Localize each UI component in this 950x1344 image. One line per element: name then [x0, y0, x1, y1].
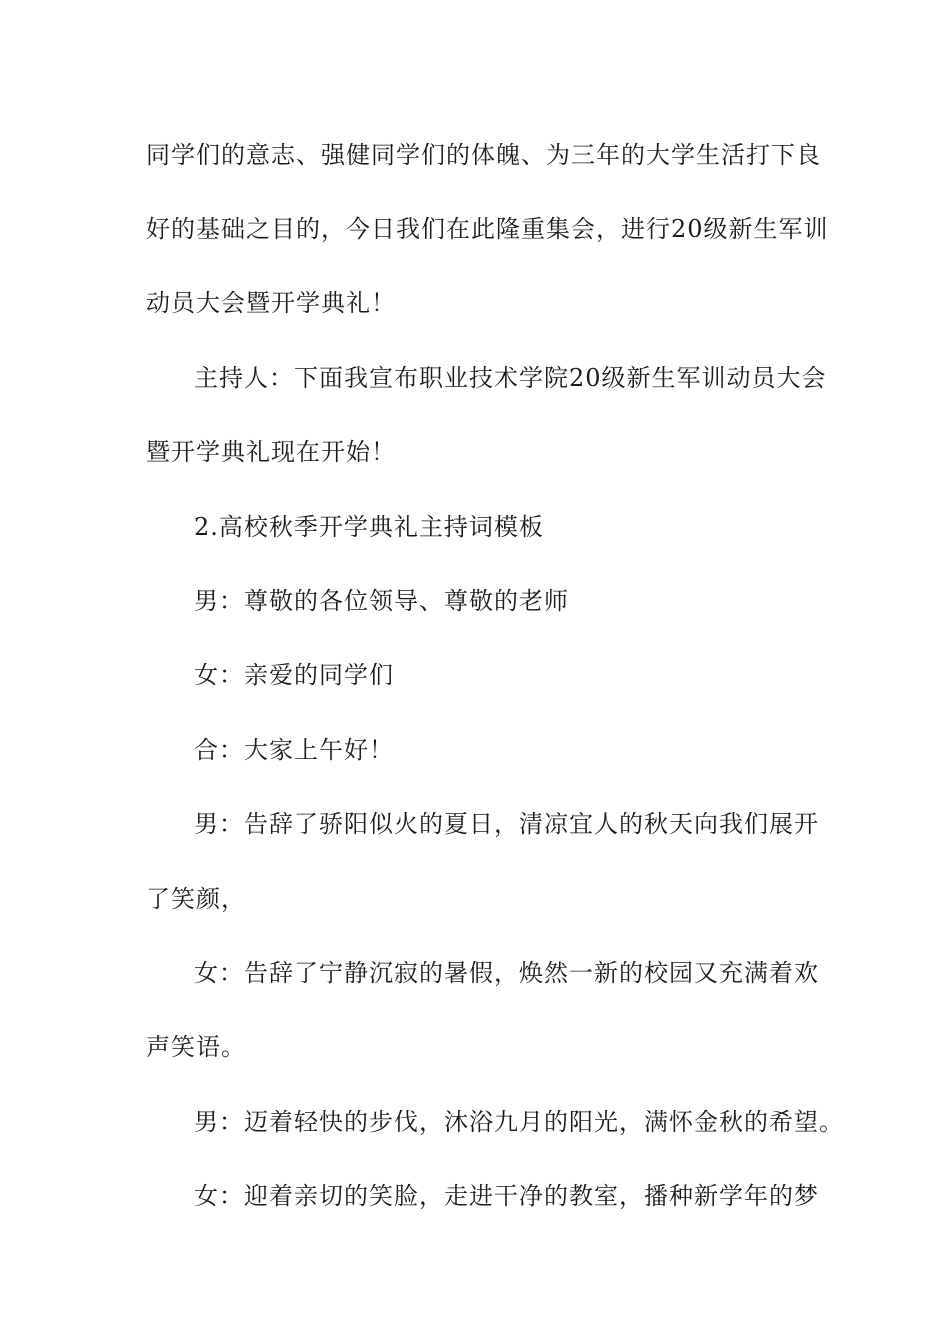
text-line: 了笑颜， — [146, 885, 246, 913]
text-line: 女：告辞了宁静沉寂的暑假，焕然一新的校园又充满着欢 — [194, 959, 819, 987]
text-line: 男：告辞了骄阳似火的夏日，清凉宜人的秋天向我们展开 — [194, 810, 819, 838]
text-line: 暨开学典礼现在开始！ — [146, 438, 396, 466]
text-line: 男：尊敬的各位领导、尊敬的老师 — [194, 587, 569, 615]
text-line: 男：迈着轻快的步伐，沐浴九月的阳光，满怀金秋的希望。 — [194, 1108, 844, 1136]
text-line: 好的基础之目的，今日我们在此隆重集会，进行20级新生军训 — [146, 215, 829, 243]
text-line: 同学们的意志、强健同学们的体魄、为三年的大学生活打下良 — [146, 141, 821, 169]
text-line: 声笑语。 — [146, 1033, 246, 1061]
text-line: 女：迎着亲切的笑脸，走进干净的教室，播种新学年的梦 — [194, 1182, 819, 1210]
text-line: 动员大会暨开学典礼！ — [146, 289, 396, 317]
text-line: 主持人：下面我宣布职业技术学院20级新生军训动员大会 — [194, 364, 827, 392]
text-line: 女：亲爱的同学们 — [194, 661, 394, 689]
text-line: 合：大家上午好！ — [194, 736, 394, 764]
section-heading: 2.高校秋季开学典礼主持词模板 — [194, 513, 544, 541]
